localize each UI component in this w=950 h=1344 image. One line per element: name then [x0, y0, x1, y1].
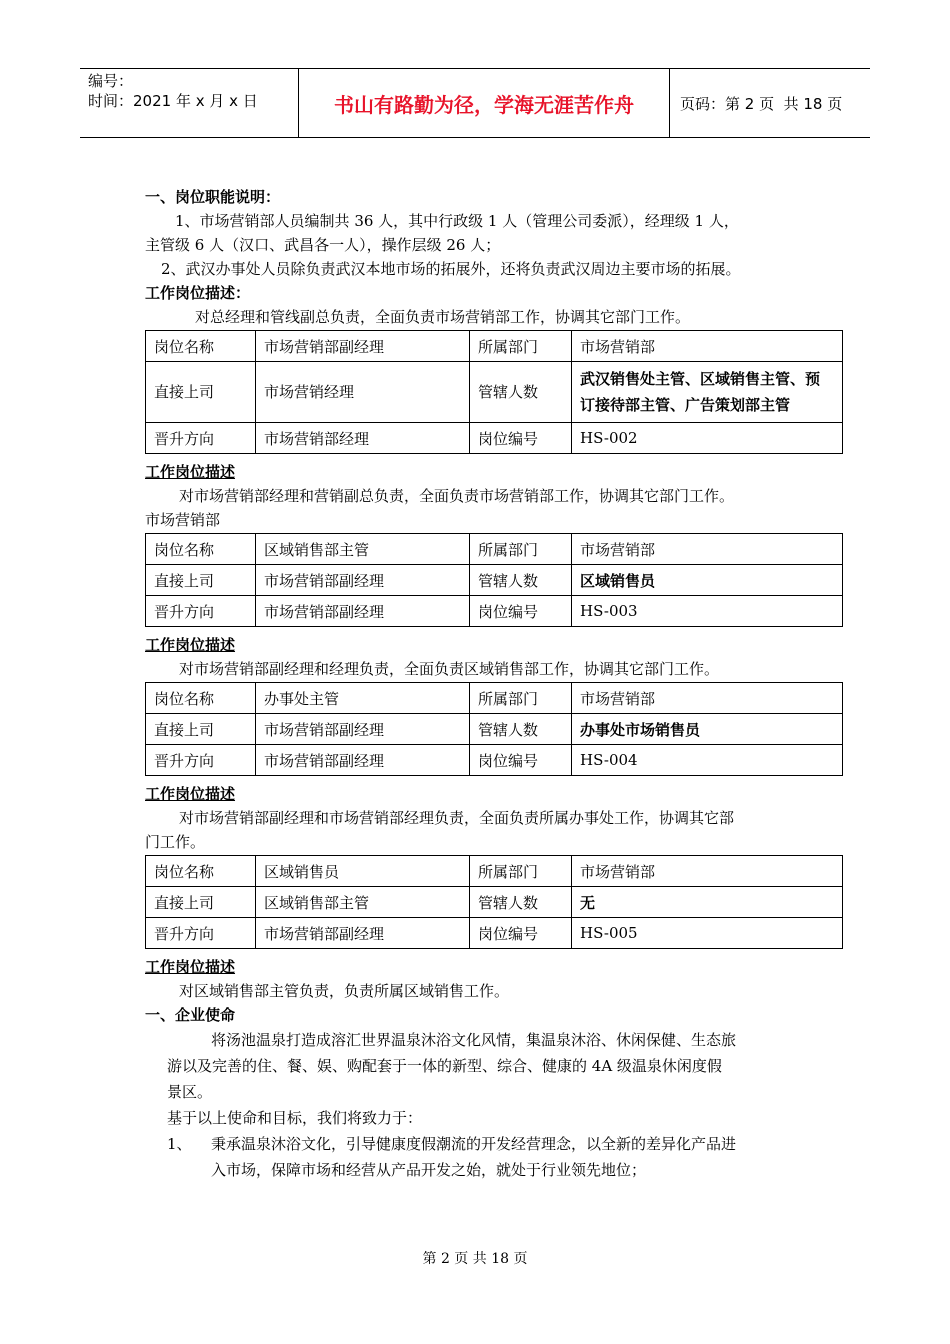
paragraph-line: 游以及完善的住、餐、娱、购配套于一体的新型、综合、健康的 4A 级温泉休闲度假 — [167, 1057, 722, 1075]
table-cell: 岗位名称 — [146, 534, 256, 565]
table-cell: 岗位编号 — [470, 596, 572, 627]
table-cell: 市场营销部副经理 — [256, 565, 470, 596]
job-heading: 工作岗位描述 — [145, 463, 236, 481]
table-cell: HS-003 — [572, 596, 843, 627]
table-cell: 晋升方向 — [146, 918, 256, 949]
table-cell: 市场营销部副经理 — [256, 596, 470, 627]
job-heading: 工作岗位描述 — [145, 958, 236, 976]
table-cell: 市场营销经理 — [256, 362, 470, 423]
list-number: 1、 — [167, 1135, 192, 1153]
job-table — [145, 682, 843, 776]
table-cell: 岗位名称 — [146, 856, 256, 887]
job-description: 对市场营销部副经理和市场营销部经理负责，全面负责所属办事处工作，协调其它部 — [179, 809, 735, 827]
job-heading: 工作岗位描述 — [145, 636, 236, 654]
table-cell: 市场营销部经理 — [256, 423, 470, 454]
table-cell: HS-005 — [572, 918, 843, 949]
document-time-label: 时间：2021 年 x 月 x 日 — [88, 92, 258, 110]
list-item — [167, 1131, 845, 1157]
table-cell: 办事处主管 — [256, 683, 470, 714]
table-cell: 管辖人数 — [470, 887, 572, 918]
table-row — [146, 918, 843, 949]
table-row — [146, 596, 843, 627]
page-footer: 第 2 页 共 18 页 — [422, 1251, 528, 1267]
job-description: 对市场营销部经理和营销副总负责，全面负责市场营销部工作，协调其它部门工作。 — [179, 487, 735, 505]
section-title: 一、岗位职能说明： — [145, 188, 281, 206]
table-cell: HS-004 — [572, 745, 843, 776]
table-cell: 所属部门 — [470, 856, 572, 887]
table-cell: 直接上司 — [146, 887, 256, 918]
table-cell: 岗位编号 — [470, 745, 572, 776]
table-row — [146, 745, 843, 776]
table-cell: 直接上司 — [146, 362, 256, 423]
table-cell: 岗位名称 — [146, 331, 256, 362]
table-cell: 市场营销部副经理 — [256, 331, 470, 362]
paragraph-line: 基于以上使命和目标，我们将致力于： — [167, 1109, 423, 1127]
table-cell: 所属部门 — [470, 534, 572, 565]
table-cell: 直接上司 — [146, 714, 256, 745]
job-description-cont: 市场营销部 — [145, 511, 221, 529]
table-cell: 所属部门 — [470, 331, 572, 362]
table-cell: 管辖人数 — [470, 565, 572, 596]
table-row — [146, 331, 843, 362]
table-cell: 市场营销部 — [572, 683, 843, 714]
table-cell: 武汉销售处主管、区域销售主管、预订接待部主管、广告策划部主管 — [572, 362, 843, 423]
job-heading: 工作岗位描述： — [145, 284, 251, 302]
table-cell: 办事处市场销售员 — [572, 714, 843, 745]
table-cell: HS-002 — [572, 423, 843, 454]
job-table — [145, 330, 843, 454]
section-title: 一、企业使命 — [145, 1006, 236, 1024]
paragraph: 2、武汉办事处人员除负责武汉本地市场的拓展外，还将负责武汉周边主要市场的拓展。 — [161, 260, 741, 278]
table-row — [146, 362, 843, 423]
table-cell: 区域销售员 — [572, 565, 843, 596]
table-row — [146, 423, 843, 454]
header-motto: 书山有路勤为径，学海无涯苦作舟 — [298, 69, 670, 137]
table-cell: 市场营销部 — [572, 331, 843, 362]
table-row — [146, 714, 843, 745]
job-description: 对市场营销部副经理和经理负责，全面负责区域销售部工作，协调其它部门工作。 — [179, 660, 720, 678]
table-row — [146, 887, 843, 918]
table-cell: 市场营销部 — [572, 534, 843, 565]
table-cell: 区域销售员 — [256, 856, 470, 887]
table-cell: 岗位编号 — [470, 423, 572, 454]
document-body — [145, 185, 845, 1183]
table-cell: 区域销售部主管 — [256, 887, 470, 918]
paragraph: 主管级 6 人（汉口、武昌各一人），操作层级 26 人； — [145, 236, 501, 254]
list-item-cont: 入市场，保障市场和经营从产品开发之始，就处于行业领先地位； — [211, 1161, 647, 1179]
table-row — [146, 534, 843, 565]
table-row — [146, 565, 843, 596]
job-description: 对总经理和管线副总负责，全面负责市场营销部工作，协调其它部门工作。 — [195, 308, 691, 326]
paragraph: 1、市场营销部人员编制共 36 人，其中行政级 1 人（管理公司委派），经理级 1 人， — [175, 212, 739, 230]
job-table — [145, 855, 843, 949]
table-cell: 晋升方向 — [146, 745, 256, 776]
page-header — [80, 68, 870, 138]
table-row — [146, 683, 843, 714]
table-cell: 区域销售部主管 — [256, 534, 470, 565]
header-meta — [80, 69, 298, 137]
list-text: 秉承温泉沐浴文化，引导健康度假潮流的开发经营理念，以全新的差异化产品进 — [211, 1135, 737, 1153]
table-cell: 市场营销部副经理 — [256, 714, 470, 745]
table-cell: 直接上司 — [146, 565, 256, 596]
mission-paragraph — [145, 1027, 845, 1183]
table-cell: 市场营销部 — [572, 856, 843, 887]
paragraph-line: 景区。 — [167, 1083, 213, 1101]
header-page-info: 页码：第 2 页 共 18 页 — [680, 94, 843, 113]
table-cell: 无 — [572, 887, 843, 918]
job-description: 对区域销售部主管负责，负责所属区域销售工作。 — [179, 982, 510, 1000]
job-table — [145, 533, 843, 627]
job-heading: 工作岗位描述 — [145, 785, 236, 803]
table-cell: 市场营销部副经理 — [256, 918, 470, 949]
document-number-label: 编号： — [88, 72, 134, 90]
table-cell: 所属部门 — [470, 683, 572, 714]
job-description-cont: 门工作。 — [145, 833, 206, 851]
table-cell: 管辖人数 — [470, 714, 572, 745]
table-cell: 岗位名称 — [146, 683, 256, 714]
table-cell: 市场营销部副经理 — [256, 745, 470, 776]
table-cell: 晋升方向 — [146, 423, 256, 454]
paragraph-line: 将汤池温泉打造成溶汇世界温泉沐浴文化风情，集温泉沐浴、休闲保健、生态旅 — [211, 1031, 737, 1049]
table-cell: 管辖人数 — [470, 362, 572, 423]
table-row — [146, 856, 843, 887]
table-cell: 晋升方向 — [146, 596, 256, 627]
table-cell: 岗位编号 — [470, 918, 572, 949]
